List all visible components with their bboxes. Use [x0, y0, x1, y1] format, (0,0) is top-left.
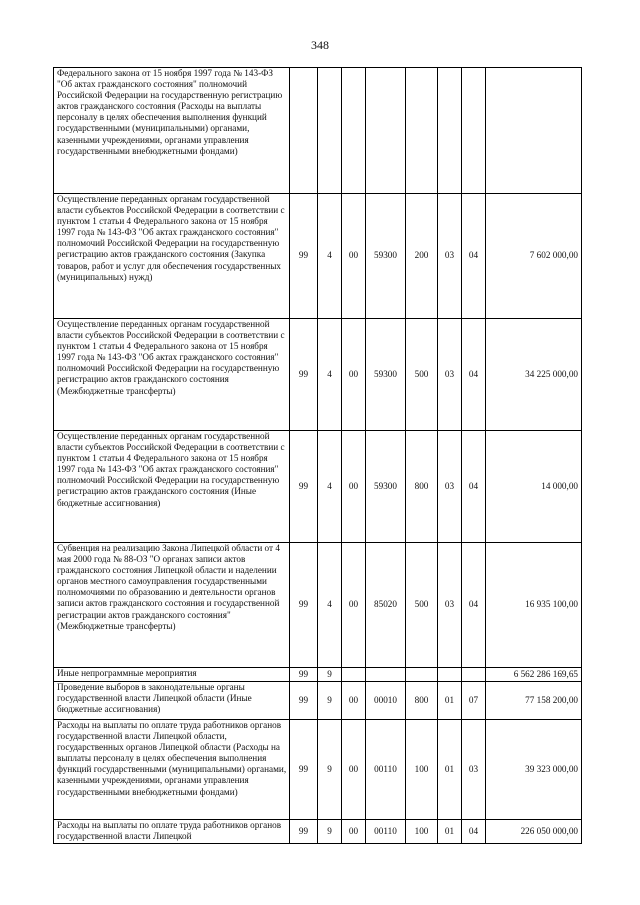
- code-subsection: 04: [462, 820, 486, 844]
- code-subsection: [462, 68, 486, 194]
- code-subprogram: 4: [318, 319, 342, 431]
- code-direction: 00110: [366, 720, 406, 820]
- code-program: 99: [290, 682, 318, 720]
- code-section: 01: [438, 682, 462, 720]
- code-expense-type: 500: [406, 319, 438, 431]
- code-section: 01: [438, 720, 462, 820]
- code-expense-type: 800: [406, 682, 438, 720]
- page-number: 348: [311, 38, 329, 52]
- code-direction: [366, 668, 406, 682]
- amount: 77 158 200,00: [486, 682, 582, 720]
- amount: 6 562 286 169,65: [486, 668, 582, 682]
- amount: 39 323 000,00: [486, 720, 582, 820]
- code-direction: 59300: [366, 319, 406, 431]
- code-main-event: 00: [342, 820, 366, 844]
- code-direction: 59300: [366, 431, 406, 543]
- code-subprogram: 4: [318, 431, 342, 543]
- row-description: Федерального закона от 15 ноября 1997 года № 143-ФЗ "Об актах гражданского состояния" полномочий Российской Федерации на государственную регистрацию актов гражданского состояния (Расходы на выплаты персоналу в целях обеспечения выполнения функций государственными (муниципальными) органами, казенными учреждениями, органами управления государственными внебюджетными фондами): [54, 68, 290, 194]
- code-expense-type: [406, 68, 438, 194]
- row-description: Осуществление переданных органам государственной власти субъектов Российской Федерации в соответствии с пунктом 1 статьи 4 Федерального закона от 15 ноября 1997 года № 143-ФЗ "Об актах гражданского состояния" полномочий Российской Федерации на государственную регистрацию актов гражданского состояния (Закупка товаров, работ и услуг для обеспечения государственных (муниципальных) нужд): [54, 194, 290, 319]
- table-row: [54, 720, 582, 820]
- table-row: [54, 431, 582, 543]
- code-section: 01: [438, 820, 462, 844]
- code-main-event: 00: [342, 431, 366, 543]
- code-program: 99: [290, 668, 318, 682]
- code-subsection: 03: [462, 720, 486, 820]
- code-main-event: 00: [342, 682, 366, 720]
- code-expense-type: 500: [406, 543, 438, 668]
- code-subprogram: 4: [318, 543, 342, 668]
- code-direction: 85020: [366, 543, 406, 668]
- code-program: 99: [290, 431, 318, 543]
- code-main-event: [342, 68, 366, 194]
- amount: 34 225 000,00: [486, 319, 582, 431]
- code-section: 03: [438, 194, 462, 319]
- code-expense-type: 800: [406, 431, 438, 543]
- table-row: [54, 68, 582, 194]
- code-subprogram: [318, 68, 342, 194]
- row-description: Субвенция на реализацию Закона Липецкой области от 4 мая 2000 года № 88-ОЗ "О органах записи актов гражданского состояния Липецкой области и наделении органов местного самоуправления государственными полномочиями по образованию и деятельности органов записи актов гражданского состояния и государственной регистрации актов гражданского состояния" (Межбюджетные трансферты): [54, 543, 290, 668]
- code-program: 99: [290, 720, 318, 820]
- code-expense-type: 100: [406, 820, 438, 844]
- budget-table: [53, 67, 582, 844]
- code-expense-type: 200: [406, 194, 438, 319]
- code-section: 03: [438, 431, 462, 543]
- row-description: Расходы на выплаты по оплате труда работников органов государственной власти Липецкой: [54, 820, 290, 844]
- amount: 226 050 000,00: [486, 820, 582, 844]
- code-expense-type: 100: [406, 720, 438, 820]
- code-expense-type: [406, 668, 438, 682]
- table-row: [54, 194, 582, 319]
- row-description: Осуществление переданных органам государственной власти субъектов Российской Федерации в соответствии с пунктом 1 статьи 4 Федерального закона от 15 ноября 1997 года № 143-ФЗ "Об актах гражданского состояния" полномочий Российской Федерации на государственную регистрацию актов гражданского состояния (Межбюджетные трансферты): [54, 319, 290, 431]
- code-section: 03: [438, 319, 462, 431]
- code-program: 99: [290, 194, 318, 319]
- table-row: [54, 682, 582, 720]
- table-row: [54, 319, 582, 431]
- code-subsection: 04: [462, 319, 486, 431]
- code-program: [290, 68, 318, 194]
- code-program: 99: [290, 543, 318, 668]
- code-section: 03: [438, 543, 462, 668]
- amount: 16 935 100,00: [486, 543, 582, 668]
- code-subprogram: 9: [318, 720, 342, 820]
- code-subsection: 07: [462, 682, 486, 720]
- row-description: Осуществление переданных органам государственной власти субъектов Российской Федерации в соответствии с пунктом 1 статьи 4 Федерального закона от 15 ноября 1997 года № 143-ФЗ "Об актах гражданского состояния" полномочий Российской Федерации на государственную регистрацию актов гражданского состояния (Иные бюджетные ассигнования): [54, 431, 290, 543]
- code-subprogram: 9: [318, 820, 342, 844]
- code-direction: 00110: [366, 820, 406, 844]
- table-row: [54, 543, 582, 668]
- code-main-event: [342, 668, 366, 682]
- code-subprogram: 9: [318, 682, 342, 720]
- code-subsection: 04: [462, 543, 486, 668]
- code-section: [438, 68, 462, 194]
- code-subsection: 04: [462, 194, 486, 319]
- code-subprogram: 9: [318, 668, 342, 682]
- row-description: Проведение выборов в законодательные органы государственной власти Липецкой области (Иные бюджетные ассигнования): [54, 682, 290, 720]
- code-direction: 59300: [366, 194, 406, 319]
- code-main-event: 00: [342, 720, 366, 820]
- code-subsection: [462, 668, 486, 682]
- amount: [486, 68, 582, 194]
- code-subprogram: 4: [318, 194, 342, 319]
- table-row: [54, 668, 582, 682]
- code-main-event: 00: [342, 319, 366, 431]
- code-direction: [366, 68, 406, 194]
- code-section: [438, 668, 462, 682]
- code-main-event: 00: [342, 194, 366, 319]
- code-subsection: 04: [462, 431, 486, 543]
- code-program: 99: [290, 820, 318, 844]
- code-main-event: 00: [342, 543, 366, 668]
- code-program: 99: [290, 319, 318, 431]
- amount: 14 000,00: [486, 431, 582, 543]
- code-direction: 00010: [366, 682, 406, 720]
- row-description: Иные непрограммные мероприятия: [54, 668, 290, 682]
- row-description: Расходы на выплаты по оплате труда работников органов государственной власти Липецкой области, государственных органов Липецкой области (Расходы на выплаты персоналу в целях обеспечения выполнения функций государственными (муниципальными) органами, казенными учреждениями, органами управления государственными внебюджетными фондами): [54, 720, 290, 820]
- table-row: [54, 820, 582, 844]
- amount: 7 602 000,00: [486, 194, 582, 319]
